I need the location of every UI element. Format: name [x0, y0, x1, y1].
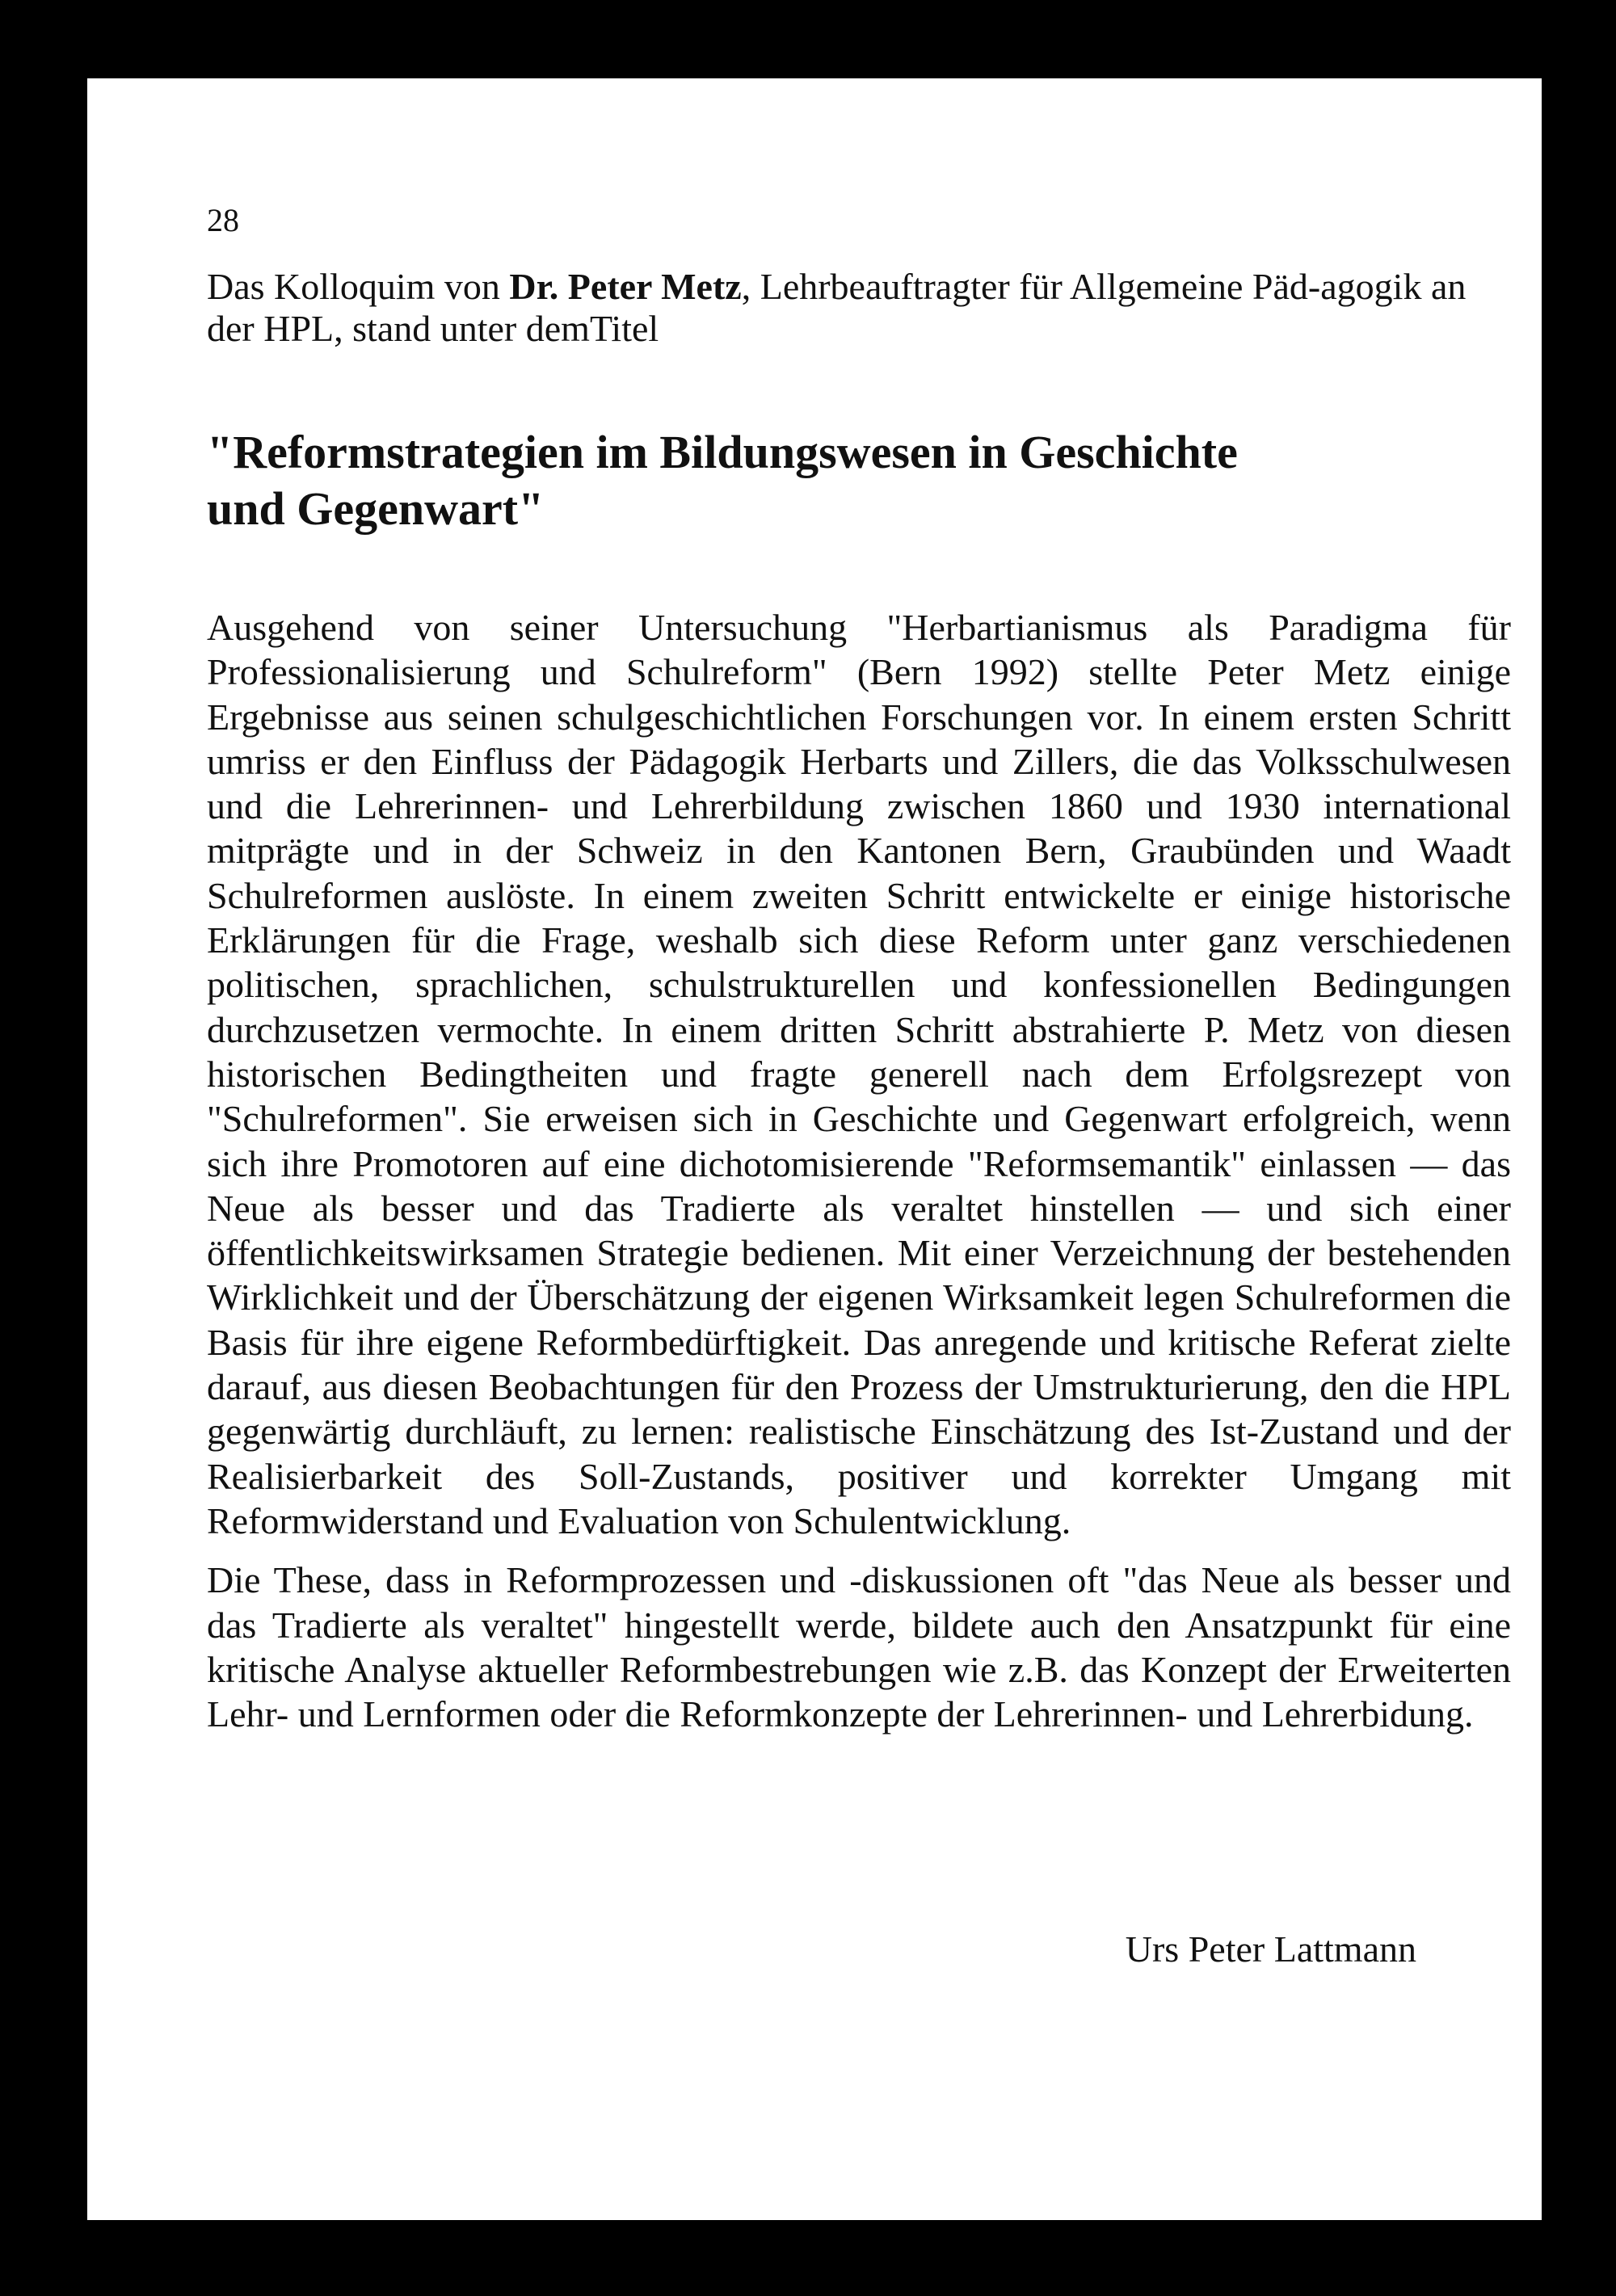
page-number: 28	[207, 202, 239, 238]
title-line-1: "Reformstrategien im Bildungswesen in Geschichte	[207, 426, 1238, 478]
intro-text-start: Das Kolloquim von	[207, 266, 510, 307]
body-text	[207, 605, 1511, 1736]
author-signature: Urs Peter Lattmann	[1125, 1928, 1416, 1970]
paragraph-1: Ausgehend von seiner Untersuchung "Herbartianismus als Paradigma für Professionalisierung und Schulreform" (Bern 1992) stellte Peter Metz einige Ergebnisse aus seinen schulgeschichtlichen Forschungen vor. In einem ersten Schritt umriss er den Einfluss der Pädagogik Herbarts und Zillers, die das Volksschulwesen und die Lehrerinnen- und Lehrerbildung zwischen 1860 und 1930 international mitprägte und in der Schweiz in den Kantonen Bern, Graubünden und Waadt Schulreformen auslöste. In einem zweiten Schritt entwickelte er einige historische Erklärungen für die Frage, weshalb sich diese Reform unter ganz verschiedenen politischen, sprachlichen, schulstrukturellen und konfessionellen Bedingungen durchzusetzen vermochte. In einem dritten Schritt abstrahierte P. Metz von diesen historischen Bedingtheiten und fragte generell nach dem Erfolgsrezept von "Schulreformen". Sie erweisen sich in Geschichte und Gegenwart erfolgreich, wenn sich ihre Promotoren auf eine dichotomisierende "Reformsemantik" einlassen — das Neue als besser und das Tradierte als veraltet hinstellen — und sich einer öffentlichkeitswirksamen Strategie bedienen. Mit einer Verzeichnung der bestehenden Wirklichkeit und der Überschätzung der eigenen Wirksamkeit legen Schulreformen die Basis für ihre eigene Reformbedürftigkeit. Das anregende und kritische Referat zielte darauf, aus diesen Beobachtungen für den Prozess der Umstrukturierung, den die HPL gegenwärtig durchläuft, zu lernen: realistische Einschätzung des Ist-Zustand und der Realisierbarkeit des Soll-Zustands, positiver und korrekter Umgang mit Reformwiderstand und Evaluation von Schulentwicklung.	[207, 607, 1511, 1541]
intro-paragraph	[207, 266, 1511, 350]
title-line-2: und Gegenwart"	[207, 482, 545, 535]
speaker-name: Dr. Peter Metz	[509, 266, 742, 307]
lecture-title	[207, 424, 1511, 537]
document-page	[87, 78, 1542, 2220]
intro-text-end: , Lehrbeauftragter für Allgemeine Päd-agogik an der HPL, stand unter demTitel	[207, 266, 1467, 349]
paragraph-2: Die These, dass in Reformprozessen und -diskussionen oft "das Neue als besser und das Tradierte als veraltet" hingestellt werde, bildete auch den Ansatzpunkt für eine kritische Analyse aktueller Reformbestrebungen wie z.B. das Konzept der Erweiterten Lehr- und Lernformen oder die Reformkonzepte der Lehrerinnen- und Lehrerbidung.	[207, 1559, 1511, 1735]
